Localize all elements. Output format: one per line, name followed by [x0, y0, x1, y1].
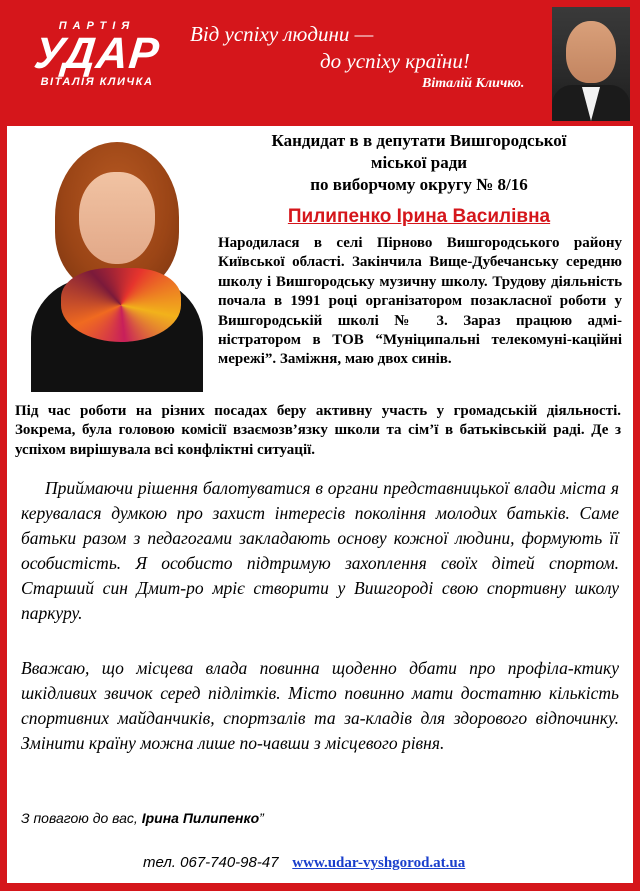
contact-line — [143, 854, 465, 872]
signoff-suffix: ” — [259, 810, 264, 826]
header-banner — [0, 0, 640, 124]
appeal-paragraph-1: Приймаючи рішення балотуватися в органи представницької влади міста я керувалася думкою про захист інтересів покоління молодих батьків. Саме батьки разом з педагогами закладають основу кожної людини, формують її особистість. Я особисто підтримую захоплення своїх дітей спортом. Старший син Дмит-ро мріє створити у Вишгороді свою спортивну школу паркуру. — [21, 478, 619, 623]
slogan — [190, 22, 524, 92]
heading-line-2: міської ради — [370, 153, 468, 172]
party-word: ПАРТІЯ — [58, 20, 136, 32]
leader-photo — [552, 7, 630, 121]
candidate-heading — [217, 130, 621, 196]
slogan-author: Віталій Кличко. — [422, 76, 525, 91]
signoff-name: Ірина Пилипенко — [141, 810, 260, 826]
candidate-photo — [21, 128, 211, 392]
party-subtitle: ВІТАЛІЯ КЛИЧКА — [40, 76, 154, 88]
slogan-line-1: Від успіху людини — — [190, 22, 374, 46]
bio-paragraph-2: Під час роботи на різних посадах беру активну участь у громадській діяльності. Зокрема, була головою комісії взаємозв’язку школи та сім’ї в батьківській раді. Де з успіхом вирішувала всі конфліктні ситуації. — [15, 403, 621, 458]
signoff-prefix: З повагою до вас, — [21, 810, 142, 826]
content-panel — [7, 126, 633, 883]
party-logo — [22, 20, 172, 88]
phone-number: тел. 067-740-98-47 — [143, 854, 279, 871]
website-link[interactable]: www.udar-vyshgorod.at.ua — [292, 855, 466, 871]
slogan-line-2: до успіху країни! — [320, 49, 470, 73]
candidate-name: Пилипенко Ірина Василівна — [287, 206, 551, 227]
appeal-paragraph-2: Вважаю, що місцева влада повинна щоденно дбати про профіла-ктику шкідливих звичок серед підлітків. Місто повинно мати достатню кількість спортивних майданчиків, спортзалів та за-кладів для здорового відпочинку. Змінити країну можна лише по-чавши з місцевого рівня. — [21, 658, 619, 753]
signoff — [21, 810, 264, 826]
heading-line-3: по виборчому округу № 8/16 — [310, 175, 528, 194]
heading-line-1: Кандидат в в депутати Вишгородської — [271, 131, 567, 150]
party-name: УДАР — [31, 29, 163, 78]
bio-paragraph-1: Народилася в селі Пірново Вишгородського району Київської області. Закінчила Вище-Дубечанську середню школу і Вишгородську музичну школу. Трудову діяльність почала в 1991 році організатором позакласної роботи у Вишгородській школі № 3. Зараз працюю адмі-ністратором в ТОВ “Муніципальні телекомуні-каційні мережі”. Заміжня, маю двох синів. — [218, 235, 622, 368]
